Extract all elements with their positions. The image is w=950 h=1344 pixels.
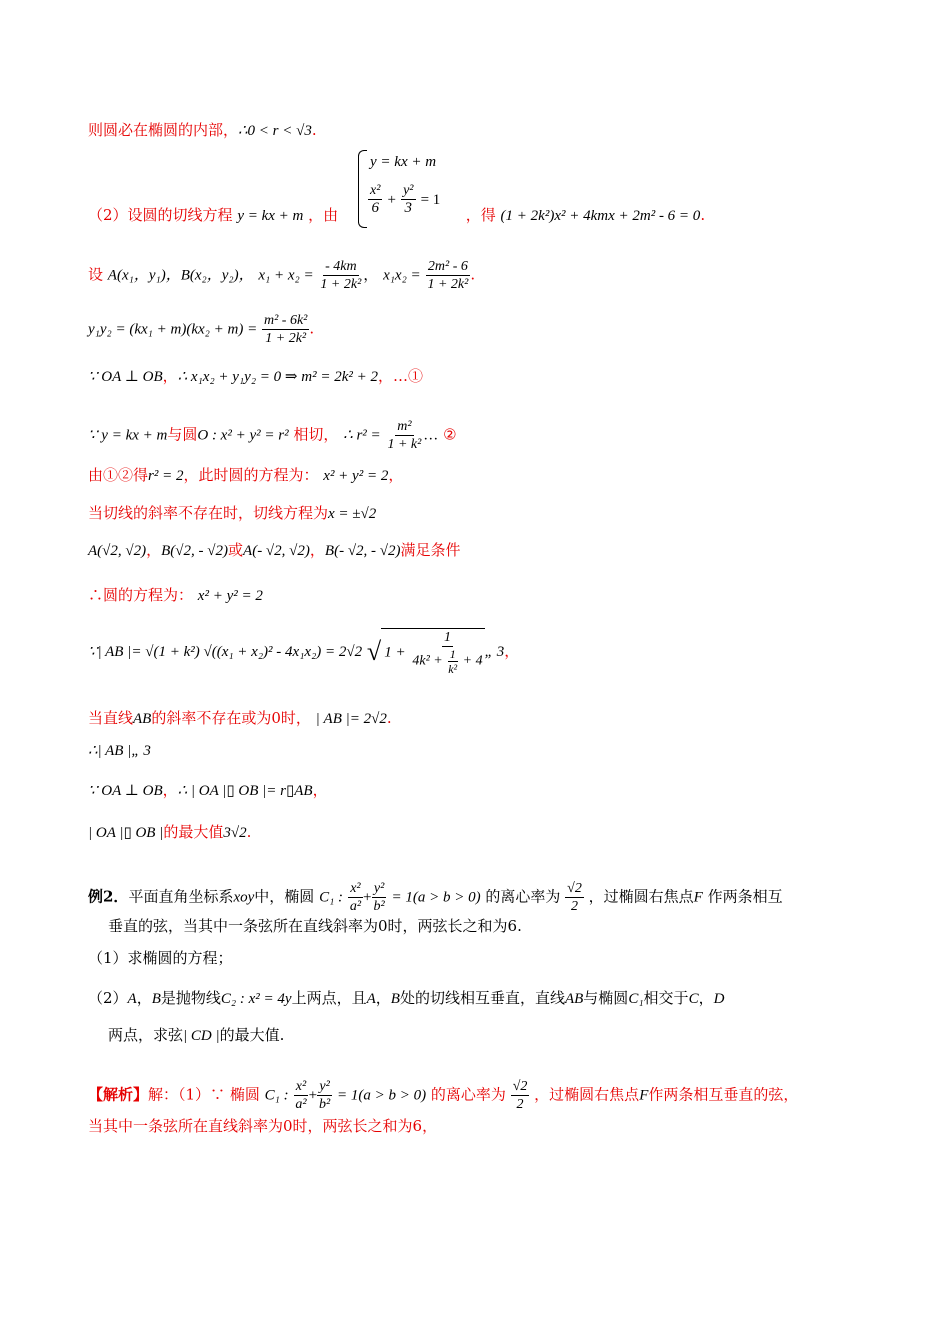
num: x² [295, 1079, 307, 1094]
text: （2）设圆的切线方程 [88, 206, 233, 224]
math: ∵ OA ⊥ OB [88, 783, 163, 799]
text: （1）求椭圆的方程； [88, 949, 233, 967]
text: 由①②得 [88, 466, 149, 484]
example-2-line1: 例2．平面直角坐标系xoy中，椭圆 C₁ : $\frac{\text{x²}}{\text{a²}}$ + $\frac{\text{y²}}{\text{b²}}$ = 1(a > b > 0) 的离心率为 $\frac{√2}{2}$ ，过椭圆右焦点F 作两条相互 [88, 881, 783, 914]
math: B [390, 991, 400, 1007]
text: 与圆 [167, 425, 198, 444]
math: F [639, 1087, 649, 1104]
line-oa-ob [88, 780, 328, 801]
num: √2 [567, 881, 582, 896]
num: √2 [512, 1079, 528, 1094]
den: b² [319, 1097, 331, 1112]
text: 当切线的斜率不存在时，切线方程为 [88, 504, 329, 522]
question-1 [88, 948, 233, 968]
den: 2 [516, 1097, 524, 1112]
line-chord-length: ∵| AB |= √(1 + k²) √((x₁ + x₂)² - 4x₁x₂) = 2√2 √ 1 + 1 4k² + $\frac{1}{\text{k²}}$ + 4 „ 3， [88, 630, 520, 676]
question-2-line2 [108, 1025, 284, 1046]
den: 6 [371, 200, 379, 216]
text: 解：（1）∵ 椭圆 [148, 1085, 260, 1104]
text: ，由 [308, 206, 339, 224]
text: ，…① [377, 367, 423, 385]
text: 的斜率不存在或为0时， [151, 709, 311, 727]
line-points [88, 540, 461, 561]
math: 3√2 [223, 825, 247, 841]
line-max-value [88, 822, 251, 843]
math: F [693, 889, 703, 906]
line-circle-result [88, 585, 263, 606]
text: 处的切线相互垂直，直线 [399, 989, 565, 1007]
punct: ， [312, 781, 328, 799]
text: ，此时圆的方程为： [183, 466, 319, 484]
math: 1 + [384, 644, 406, 661]
num: y² [319, 1079, 330, 1094]
math: ∵| AB |= √(1 + k²) √((x₁ + x₂)² - 4x₁x₂) = 2√2 [88, 644, 363, 660]
math: x = ±√2 [328, 506, 377, 522]
math: AB [133, 711, 152, 727]
line-tangent-setup [88, 205, 705, 226]
den: a² [349, 899, 362, 914]
solution-line2 [88, 1116, 437, 1136]
text: 中，椭圆 [254, 887, 315, 906]
math: O : x² + y² = r² [197, 427, 289, 444]
math: ∴| AB |„ 3 [88, 743, 151, 759]
math: | OA |▯ OB | [88, 825, 164, 841]
solution-line1: 【解析】解：（1）∵ 椭圆 C₁ : $\frac{\text{x²}}{\text{a²}}$ + $\frac{\text{y²}}{\text{b²}}$ = 1(a > b > 0) 的离心率为 $\frac{√2}{2}$ ，过椭圆右焦点F作两条相互垂直的弦， [88, 1079, 799, 1112]
den: 3 [404, 200, 413, 216]
text: 则圆必在椭圆的内部， [88, 121, 239, 139]
num: m² - 6k² [263, 313, 308, 328]
text: 的最大值. [219, 1026, 285, 1044]
text: 相交于 [643, 989, 689, 1007]
system-eq2: $\frac{\text{x²}}{6}$ + $\frac{\text{y²}}{3}$ = 1 [370, 183, 441, 216]
den: 1 + 2k² [265, 331, 307, 346]
line-ab-bound [88, 740, 151, 761]
math: = 1(a > b > 0) [337, 1087, 427, 1104]
text: 平面直角坐标系 [128, 887, 234, 906]
num: - 4km [325, 259, 357, 274]
math: A [127, 991, 137, 1007]
text: 当其中一条弦所在直线斜率为0时，两弦长之和为6， [88, 1117, 438, 1135]
example-2-line2 [108, 916, 522, 936]
den: 1 + 2k² [320, 277, 362, 292]
den: k² [448, 662, 458, 676]
text: 相切， [293, 425, 339, 444]
math: A(- √2, √2) [243, 543, 310, 559]
math: r² = 2 [148, 468, 184, 484]
math: „ 3 [484, 644, 505, 660]
math: A(x₁，y₁)，B(x₂，y₂)， [107, 267, 254, 284]
math: C₁ : [264, 1087, 289, 1104]
example-label: 例2． [88, 887, 129, 906]
math: x₁ + x₂ = [258, 267, 314, 284]
num: y² [373, 881, 385, 896]
den: 4k² + [412, 653, 443, 669]
num: 1 [449, 647, 456, 661]
rhs: = 1 [420, 192, 441, 208]
num: y² [403, 183, 414, 198]
math: C₂ : x² = 4y [220, 991, 292, 1007]
math: ∴0 < r < √3 [238, 123, 312, 139]
punct: ， [504, 642, 520, 660]
text: 满足条件 [400, 541, 461, 559]
punct: . [700, 206, 706, 224]
text: 的离心率为 [430, 1085, 506, 1104]
den: a² [295, 1097, 307, 1112]
math: B [151, 991, 161, 1007]
text: 当直线 [88, 709, 134, 727]
math: D [713, 991, 725, 1007]
math: x₁x₂ = [383, 267, 421, 284]
system-eq1: y = kx + m [370, 154, 437, 170]
math: ∵ y = kx + m [88, 427, 168, 444]
math: ∴ x₁x₂ + y₁y₂ = 0 ⇒ m² = 2k² + 2 [177, 369, 378, 385]
math: | CD | [183, 1028, 220, 1044]
den: 2 [571, 899, 579, 914]
text: ∴圆的方程为： [88, 586, 194, 604]
text: 两点，求弦 [108, 1026, 184, 1044]
math: B(√2, - √2) [161, 543, 229, 559]
text: ， [375, 989, 391, 1007]
dots: … [423, 427, 439, 444]
math: ∴ | OA |▯ OB |= r▯AB [177, 783, 313, 799]
text: （2） [88, 989, 128, 1007]
line-vertical-tangent [88, 503, 376, 524]
punct: ， [309, 541, 325, 559]
text: 的离心率为 [485, 887, 561, 906]
text: 是抛物线 [160, 989, 221, 1007]
punct: . [470, 265, 476, 284]
math: C [688, 991, 699, 1007]
text: ② [443, 425, 457, 444]
solution-label: 【解析】 [88, 1085, 149, 1104]
question-2-line1 [88, 988, 724, 1009]
math: x² + y² = 2 [323, 468, 389, 484]
text: 作两条相互垂直的弦， [648, 1085, 799, 1104]
line-inner-circle [88, 120, 317, 141]
math: C₁ [628, 991, 644, 1007]
num: 1 [443, 630, 451, 645]
math: y₁y₂ = (kx₁ + m)(kx₂ + m) = [88, 321, 258, 338]
math: A [366, 991, 376, 1007]
punct: ， [388, 466, 404, 484]
text: 的最大值 [163, 823, 224, 841]
punct: ， [146, 541, 162, 559]
punct: . [309, 319, 315, 338]
math: A(√2, √2) [88, 543, 147, 559]
num: m² [397, 419, 412, 434]
line-y1y2 [88, 312, 314, 347]
line-perpendicular [88, 366, 423, 387]
text: ，得 [465, 206, 496, 224]
line-circle-eq [88, 465, 403, 486]
den: 1 + 2k² [427, 277, 469, 292]
den: + 4 [462, 653, 483, 669]
text: 上两点，且 [291, 989, 367, 1007]
num: 2m² - 6 [427, 259, 468, 274]
num: x² [350, 881, 361, 896]
punct: . [386, 709, 392, 727]
text: ， [136, 989, 152, 1007]
text: 或 [228, 541, 244, 559]
text: 与椭圆 [583, 989, 629, 1007]
math: (1 + 2k²)x² + 4kmx + 2m² - 6 = 0 [500, 208, 701, 224]
math: AB [564, 991, 584, 1007]
math: y = kx + m [237, 208, 304, 224]
math: xoy [233, 889, 255, 906]
text: ，过椭圆右焦点 [588, 887, 694, 906]
math: = 1(a > b > 0) [391, 889, 481, 906]
text: ，过椭圆右焦点 [534, 1085, 640, 1104]
math: C₁ : [319, 889, 344, 906]
math: | AB |= 2√2 [315, 711, 387, 727]
line-slope-zero [88, 708, 392, 729]
punct: ， [162, 781, 178, 799]
text: 设 [88, 265, 104, 284]
math: ∵ OA ⊥ OB [88, 369, 163, 385]
math: x² + y² = 2 [197, 588, 263, 604]
punct: . [311, 121, 317, 139]
math: B(- √2, - √2) [324, 543, 401, 559]
punct: . [246, 823, 252, 841]
line-vieta: 设 A(x₁，y₁)，B(x₂，y₂)， x₁ + x₂ = $\frac{- 4km}{\text{1 + 2k²}}$ ， x₁x₂ = $\frac{\text{2m² - 6}}{\text{1 + 2k²}}$ . [88, 259, 476, 292]
punct: ， [162, 367, 178, 385]
num: x² [370, 183, 381, 198]
text: 作两条相互 [707, 887, 783, 906]
text: 垂直的弦，当其中一条弦所在直线斜率为0时，两弦长之和为6. [108, 917, 522, 935]
line-tangent-circle [88, 418, 457, 453]
text: ， [698, 989, 714, 1007]
den: b² [373, 899, 385, 914]
den: 1 + k² [387, 437, 422, 452]
math: ∴ r² = [343, 427, 381, 444]
